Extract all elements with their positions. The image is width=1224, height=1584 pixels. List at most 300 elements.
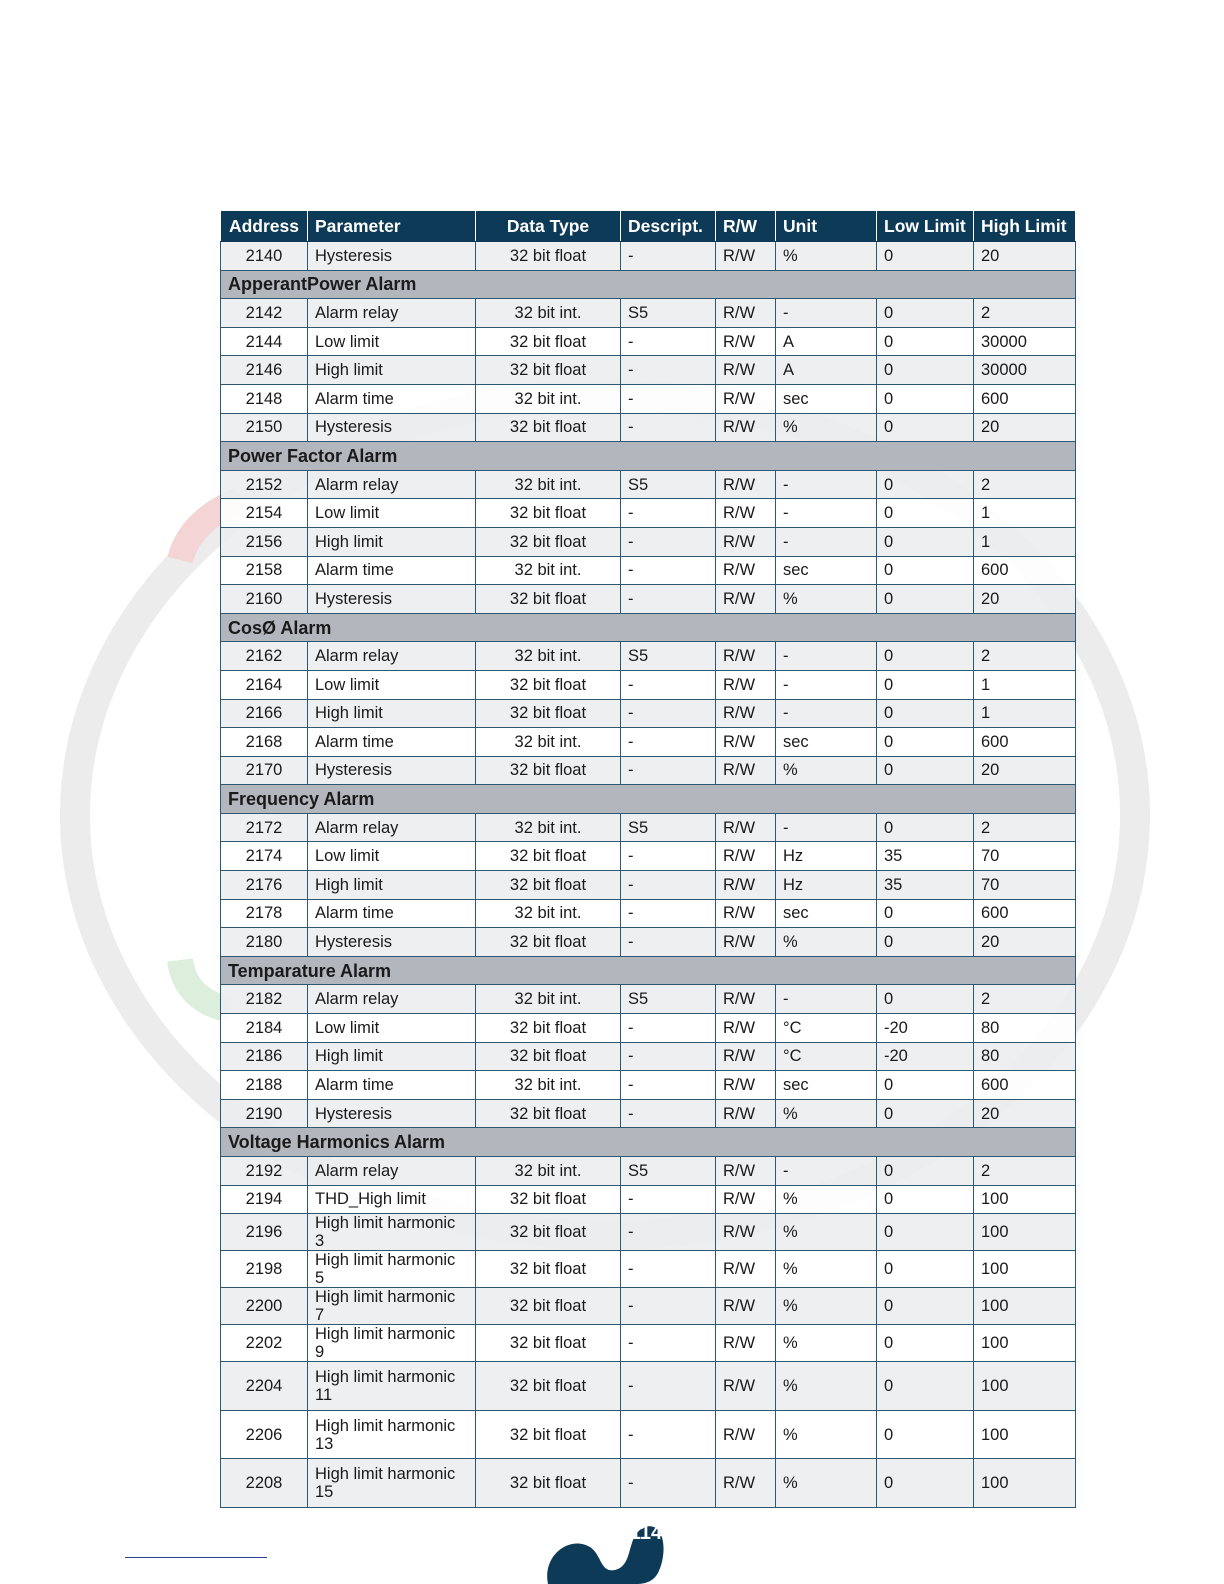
table-row xyxy=(221,1099,1076,1128)
cell-high-limit: 100 xyxy=(974,1325,1076,1362)
cell-high-limit: 1 xyxy=(974,699,1076,728)
column-header-description: Descript. xyxy=(621,211,716,242)
cell-low-limit: -20 xyxy=(877,1042,974,1071)
cell-parameter: High limit xyxy=(308,871,476,900)
cell-description: - xyxy=(621,556,716,585)
section-header-row xyxy=(221,270,1076,299)
cell-address: 2182 xyxy=(221,985,308,1014)
table-row xyxy=(221,1251,1076,1288)
cell-rw: R/W xyxy=(716,327,776,356)
cell-high-limit: 2 xyxy=(974,642,1076,671)
cell-rw: R/W xyxy=(716,1157,776,1186)
table-row xyxy=(221,1157,1076,1186)
cell-parameter: Low limit xyxy=(308,499,476,528)
cell-data-type: 32 bit int. xyxy=(476,985,621,1014)
cell-low-limit: 0 xyxy=(877,1362,974,1411)
cell-rw: R/W xyxy=(716,899,776,928)
cell-address: 2202 xyxy=(221,1325,308,1362)
cell-high-limit: 30000 xyxy=(974,356,1076,385)
cell-address: 2208 xyxy=(221,1459,308,1508)
cell-data-type: 32 bit float xyxy=(476,1325,621,1362)
cell-parameter: Alarm time xyxy=(308,384,476,413)
cell-parameter: High limit harmonic 7 xyxy=(308,1288,476,1325)
cell-high-limit: 2 xyxy=(974,985,1076,1014)
cell-low-limit: 0 xyxy=(877,1410,974,1459)
cell-rw: R/W xyxy=(716,728,776,757)
cell-address: 2206 xyxy=(221,1410,308,1459)
cell-high-limit: 600 xyxy=(974,384,1076,413)
table-row xyxy=(221,585,1076,614)
cell-high-limit: 20 xyxy=(974,413,1076,442)
cell-data-type: 32 bit float xyxy=(476,1362,621,1411)
cell-address: 2158 xyxy=(221,556,308,585)
cell-low-limit: 0 xyxy=(877,1288,974,1325)
cell-unit: Hz xyxy=(776,842,877,871)
cell-unit: sec xyxy=(776,556,877,585)
cell-low-limit: 35 xyxy=(877,871,974,900)
cell-rw: R/W xyxy=(716,299,776,328)
cell-rw: R/W xyxy=(716,1459,776,1508)
table-row xyxy=(221,728,1076,757)
cell-unit: sec xyxy=(776,1071,877,1100)
cell-unit: sec xyxy=(776,384,877,413)
cell-rw: R/W xyxy=(716,985,776,1014)
cell-rw: R/W xyxy=(716,413,776,442)
cell-parameter: Hysteresis xyxy=(308,242,476,271)
cell-high-limit: 30000 xyxy=(974,327,1076,356)
cell-rw: R/W xyxy=(716,813,776,842)
cell-high-limit: 100 xyxy=(974,1362,1076,1411)
section-header-row xyxy=(221,956,1076,985)
table-row xyxy=(221,1214,1076,1251)
cell-description: - xyxy=(621,1042,716,1071)
cell-address: 2154 xyxy=(221,499,308,528)
cell-parameter: Alarm time xyxy=(308,556,476,585)
cell-data-type: 32 bit int. xyxy=(476,899,621,928)
cell-address: 2186 xyxy=(221,1042,308,1071)
cell-low-limit: 0 xyxy=(877,470,974,499)
cell-high-limit: 100 xyxy=(974,1214,1076,1251)
cell-unit: % xyxy=(776,413,877,442)
cell-parameter: Alarm time xyxy=(308,728,476,757)
cell-data-type: 32 bit int. xyxy=(476,299,621,328)
cell-unit: - xyxy=(776,985,877,1014)
cell-address: 2166 xyxy=(221,699,308,728)
cell-low-limit: 0 xyxy=(877,1099,974,1128)
cell-description: - xyxy=(621,670,716,699)
cell-parameter: High limit xyxy=(308,356,476,385)
cell-parameter: Alarm time xyxy=(308,1071,476,1100)
table-row xyxy=(221,1459,1076,1508)
cell-high-limit: 80 xyxy=(974,1042,1076,1071)
cell-low-limit: 0 xyxy=(877,527,974,556)
table-row xyxy=(221,556,1076,585)
table-row xyxy=(221,1014,1076,1043)
cell-description: - xyxy=(621,1459,716,1508)
cell-unit: % xyxy=(776,1288,877,1325)
cell-rw: R/W xyxy=(716,1288,776,1325)
footer-rule xyxy=(125,1557,267,1558)
cell-parameter: Alarm relay xyxy=(308,299,476,328)
cell-address: 2174 xyxy=(221,842,308,871)
cell-unit: % xyxy=(776,1099,877,1128)
cell-data-type: 32 bit float xyxy=(476,1459,621,1508)
cell-parameter: High limit xyxy=(308,699,476,728)
cell-data-type: 32 bit float xyxy=(476,1042,621,1071)
cell-rw: R/W xyxy=(716,242,776,271)
cell-parameter: Hysteresis xyxy=(308,585,476,614)
cell-data-type: 32 bit float xyxy=(476,585,621,614)
cell-rw: R/W xyxy=(716,928,776,957)
cell-description: - xyxy=(621,384,716,413)
cell-address: 2164 xyxy=(221,670,308,699)
cell-high-limit: 20 xyxy=(974,928,1076,957)
cell-low-limit: 0 xyxy=(877,1459,974,1508)
cell-description: - xyxy=(621,242,716,271)
cell-parameter: High limit harmonic 13 xyxy=(308,1410,476,1459)
cell-low-limit: 0 xyxy=(877,813,974,842)
table-row xyxy=(221,1410,1076,1459)
cell-low-limit: 0 xyxy=(877,1157,974,1186)
cell-high-limit: 2 xyxy=(974,813,1076,842)
cell-parameter: High limit xyxy=(308,1042,476,1071)
cell-description: - xyxy=(621,1185,716,1214)
cell-high-limit: 2 xyxy=(974,299,1076,328)
cell-data-type: 32 bit float xyxy=(476,756,621,785)
table-row xyxy=(221,499,1076,528)
cell-unit: % xyxy=(776,1185,877,1214)
table-row xyxy=(221,242,1076,271)
cell-description: - xyxy=(621,899,716,928)
cell-low-limit: 0 xyxy=(877,356,974,385)
cell-parameter: High limit harmonic 3 xyxy=(308,1214,476,1251)
section-title: ApperantPower Alarm xyxy=(221,270,1076,299)
cell-parameter: High limit harmonic 9 xyxy=(308,1325,476,1362)
cell-data-type: 32 bit float xyxy=(476,1185,621,1214)
cell-address: 2170 xyxy=(221,756,308,785)
cell-data-type: 32 bit float xyxy=(476,928,621,957)
cell-rw: R/W xyxy=(716,642,776,671)
cell-description: - xyxy=(621,699,716,728)
cell-low-limit: 0 xyxy=(877,585,974,614)
cell-low-limit: 0 xyxy=(877,1251,974,1288)
cell-unit: % xyxy=(776,756,877,785)
cell-address: 2144 xyxy=(221,327,308,356)
column-header-address: Address xyxy=(221,211,308,242)
cell-unit: % xyxy=(776,1459,877,1508)
cell-address: 2190 xyxy=(221,1099,308,1128)
cell-rw: R/W xyxy=(716,1362,776,1411)
cell-rw: R/W xyxy=(716,470,776,499)
cell-address: 2172 xyxy=(221,813,308,842)
cell-rw: R/W xyxy=(716,384,776,413)
cell-description: - xyxy=(621,1325,716,1362)
cell-unit: % xyxy=(776,1251,877,1288)
cell-unit: °C xyxy=(776,1042,877,1071)
cell-high-limit: 20 xyxy=(974,1099,1076,1128)
cell-low-limit: 0 xyxy=(877,928,974,957)
cell-address: 2152 xyxy=(221,470,308,499)
table-row xyxy=(221,642,1076,671)
cell-description: - xyxy=(621,756,716,785)
cell-parameter: Hysteresis xyxy=(308,928,476,957)
table-row xyxy=(221,899,1076,928)
table-row xyxy=(221,756,1076,785)
cell-description: - xyxy=(621,1071,716,1100)
cell-rw: R/W xyxy=(716,1014,776,1043)
cell-unit: Hz xyxy=(776,871,877,900)
cell-low-limit: 0 xyxy=(877,327,974,356)
cell-parameter: Alarm relay xyxy=(308,985,476,1014)
cell-address: 2188 xyxy=(221,1071,308,1100)
cell-high-limit: 100 xyxy=(974,1459,1076,1508)
cell-address: 2146 xyxy=(221,356,308,385)
cell-data-type: 32 bit int. xyxy=(476,1071,621,1100)
cell-parameter: High limit xyxy=(308,527,476,556)
cell-unit: % xyxy=(776,1325,877,1362)
cell-data-type: 32 bit float xyxy=(476,499,621,528)
cell-address: 2196 xyxy=(221,1214,308,1251)
cell-low-limit: 0 xyxy=(877,1214,974,1251)
cell-address: 2198 xyxy=(221,1251,308,1288)
cell-parameter: Alarm relay xyxy=(308,470,476,499)
cell-rw: R/W xyxy=(716,1325,776,1362)
cell-unit: - xyxy=(776,813,877,842)
cell-rw: R/W xyxy=(716,1042,776,1071)
page-number: 114 xyxy=(629,1522,663,1544)
cell-high-limit: 100 xyxy=(974,1410,1076,1459)
cell-unit: % xyxy=(776,585,877,614)
cell-unit: - xyxy=(776,499,877,528)
column-header-low-limit: Low Limit xyxy=(877,211,974,242)
cell-unit: % xyxy=(776,242,877,271)
cell-description: - xyxy=(621,871,716,900)
cell-address: 2176 xyxy=(221,871,308,900)
table-row xyxy=(221,1325,1076,1362)
cell-low-limit: 0 xyxy=(877,699,974,728)
cell-address: 2178 xyxy=(221,899,308,928)
cell-rw: R/W xyxy=(716,585,776,614)
cell-high-limit: 600 xyxy=(974,1071,1076,1100)
cell-unit: A xyxy=(776,327,877,356)
cell-address: 2162 xyxy=(221,642,308,671)
cell-address: 2148 xyxy=(221,384,308,413)
cell-description: - xyxy=(621,1251,716,1288)
cell-high-limit: 80 xyxy=(974,1014,1076,1043)
cell-rw: R/W xyxy=(716,699,776,728)
cell-description: - xyxy=(621,842,716,871)
cell-description: S5 xyxy=(621,1157,716,1186)
cell-data-type: 32 bit float xyxy=(476,527,621,556)
cell-data-type: 32 bit float xyxy=(476,1288,621,1325)
cell-low-limit: 0 xyxy=(877,1185,974,1214)
cell-data-type: 32 bit float xyxy=(476,413,621,442)
cell-address: 2180 xyxy=(221,928,308,957)
column-header-parameter: Parameter xyxy=(308,211,476,242)
table-row xyxy=(221,842,1076,871)
cell-parameter: High limit harmonic 5 xyxy=(308,1251,476,1288)
column-header-data-type: Data Type xyxy=(476,211,621,242)
cell-high-limit: 2 xyxy=(974,1157,1076,1186)
cell-address: 2168 xyxy=(221,728,308,757)
cell-parameter: Low limit xyxy=(308,670,476,699)
cell-unit: - xyxy=(776,642,877,671)
cell-high-limit: 100 xyxy=(974,1185,1076,1214)
cell-data-type: 32 bit float xyxy=(476,1251,621,1288)
cell-description: - xyxy=(621,413,716,442)
cell-unit: % xyxy=(776,1362,877,1411)
cell-high-limit: 20 xyxy=(974,242,1076,271)
cell-data-type: 32 bit int. xyxy=(476,470,621,499)
cell-unit: - xyxy=(776,699,877,728)
cell-rw: R/W xyxy=(716,1071,776,1100)
cell-rw: R/W xyxy=(716,527,776,556)
table-row xyxy=(221,1042,1076,1071)
table-row xyxy=(221,985,1076,1014)
cell-rw: R/W xyxy=(716,871,776,900)
cell-low-limit: 0 xyxy=(877,242,974,271)
cell-rw: R/W xyxy=(716,842,776,871)
cell-high-limit: 1 xyxy=(974,670,1076,699)
section-header-row xyxy=(221,442,1076,471)
cell-unit: - xyxy=(776,1157,877,1186)
cell-description: - xyxy=(621,1099,716,1128)
table-row xyxy=(221,670,1076,699)
table-row xyxy=(221,1071,1076,1100)
table-row xyxy=(221,384,1076,413)
cell-description: S5 xyxy=(621,642,716,671)
cell-rw: R/W xyxy=(716,499,776,528)
cell-low-limit: -20 xyxy=(877,1014,974,1043)
cell-unit: °C xyxy=(776,1014,877,1043)
cell-high-limit: 600 xyxy=(974,556,1076,585)
cell-address: 2200 xyxy=(221,1288,308,1325)
cell-high-limit: 2 xyxy=(974,470,1076,499)
cell-unit: sec xyxy=(776,899,877,928)
table-row xyxy=(221,871,1076,900)
table-row xyxy=(221,327,1076,356)
table-row xyxy=(221,699,1076,728)
table-row xyxy=(221,356,1076,385)
cell-address: 2192 xyxy=(221,1157,308,1186)
cell-low-limit: 0 xyxy=(877,728,974,757)
cell-rw: R/W xyxy=(716,1214,776,1251)
cell-description: - xyxy=(621,1214,716,1251)
cell-parameter: Alarm relay xyxy=(308,1157,476,1186)
cell-description: - xyxy=(621,527,716,556)
section-title: Power Factor Alarm xyxy=(221,442,1076,471)
cell-high-limit: 20 xyxy=(974,756,1076,785)
cell-data-type: 32 bit float xyxy=(476,1014,621,1043)
cell-address: 2150 xyxy=(221,413,308,442)
cell-address: 2184 xyxy=(221,1014,308,1043)
cell-address: 2160 xyxy=(221,585,308,614)
cell-high-limit: 70 xyxy=(974,842,1076,871)
cell-description: - xyxy=(621,1288,716,1325)
cell-parameter: Alarm time xyxy=(308,899,476,928)
cell-parameter: Low limit xyxy=(308,327,476,356)
cell-high-limit: 600 xyxy=(974,899,1076,928)
cell-unit: sec xyxy=(776,728,877,757)
column-header-rw: R/W xyxy=(716,211,776,242)
cell-data-type: 32 bit int. xyxy=(476,813,621,842)
table-row xyxy=(221,1185,1076,1214)
cell-data-type: 32 bit float xyxy=(476,242,621,271)
cell-data-type: 32 bit int. xyxy=(476,384,621,413)
cell-low-limit: 0 xyxy=(877,556,974,585)
cell-description: - xyxy=(621,1410,716,1459)
section-title: Temparature Alarm xyxy=(221,956,1076,985)
cell-parameter: Low limit xyxy=(308,842,476,871)
column-header-high-limit: High Limit xyxy=(974,211,1076,242)
cell-parameter: Hysteresis xyxy=(308,756,476,785)
cell-unit: % xyxy=(776,928,877,957)
table-row xyxy=(221,527,1076,556)
cell-parameter: Hysteresis xyxy=(308,1099,476,1128)
cell-low-limit: 0 xyxy=(877,756,974,785)
column-header-unit: Unit xyxy=(776,211,877,242)
cell-low-limit: 0 xyxy=(877,1071,974,1100)
section-header-row xyxy=(221,785,1076,814)
table-row xyxy=(221,813,1076,842)
cell-low-limit: 0 xyxy=(877,499,974,528)
table-row xyxy=(221,1288,1076,1325)
cell-low-limit: 0 xyxy=(877,299,974,328)
cell-low-limit: 0 xyxy=(877,642,974,671)
cell-rw: R/W xyxy=(716,670,776,699)
cell-unit: - xyxy=(776,470,877,499)
cell-high-limit: 20 xyxy=(974,585,1076,614)
cell-data-type: 32 bit float xyxy=(476,356,621,385)
cell-low-limit: 0 xyxy=(877,384,974,413)
table-row xyxy=(221,413,1076,442)
cell-unit: % xyxy=(776,1214,877,1251)
cell-high-limit: 600 xyxy=(974,728,1076,757)
cell-parameter: THD_High limit xyxy=(308,1185,476,1214)
section-title: Frequency Alarm xyxy=(221,785,1076,814)
cell-rw: R/W xyxy=(716,556,776,585)
cell-description: S5 xyxy=(621,813,716,842)
cell-description: - xyxy=(621,356,716,385)
cell-high-limit: 1 xyxy=(974,527,1076,556)
table-row xyxy=(221,470,1076,499)
cell-rw: R/W xyxy=(716,356,776,385)
section-title: CosØ Alarm xyxy=(221,613,1076,642)
cell-address: 2142 xyxy=(221,299,308,328)
cell-high-limit: 100 xyxy=(974,1251,1076,1288)
cell-data-type: 32 bit int. xyxy=(476,556,621,585)
table-body xyxy=(221,242,1076,1508)
cell-data-type: 32 bit float xyxy=(476,670,621,699)
cell-low-limit: 0 xyxy=(877,1325,974,1362)
section-title: Voltage Harmonics Alarm xyxy=(221,1128,1076,1157)
cell-data-type: 32 bit float xyxy=(476,1214,621,1251)
section-header-row xyxy=(221,613,1076,642)
cell-parameter: High limit harmonic 11 xyxy=(308,1362,476,1411)
cell-unit: A xyxy=(776,356,877,385)
cell-data-type: 32 bit float xyxy=(476,699,621,728)
cell-high-limit: 1 xyxy=(974,499,1076,528)
cell-description: - xyxy=(621,585,716,614)
cell-description: - xyxy=(621,499,716,528)
cell-low-limit: 0 xyxy=(877,985,974,1014)
cell-rw: R/W xyxy=(716,756,776,785)
cell-address: 2204 xyxy=(221,1362,308,1411)
cell-description: S5 xyxy=(621,985,716,1014)
cell-description: - xyxy=(621,728,716,757)
cell-address: 2156 xyxy=(221,527,308,556)
cell-data-type: 32 bit float xyxy=(476,1099,621,1128)
